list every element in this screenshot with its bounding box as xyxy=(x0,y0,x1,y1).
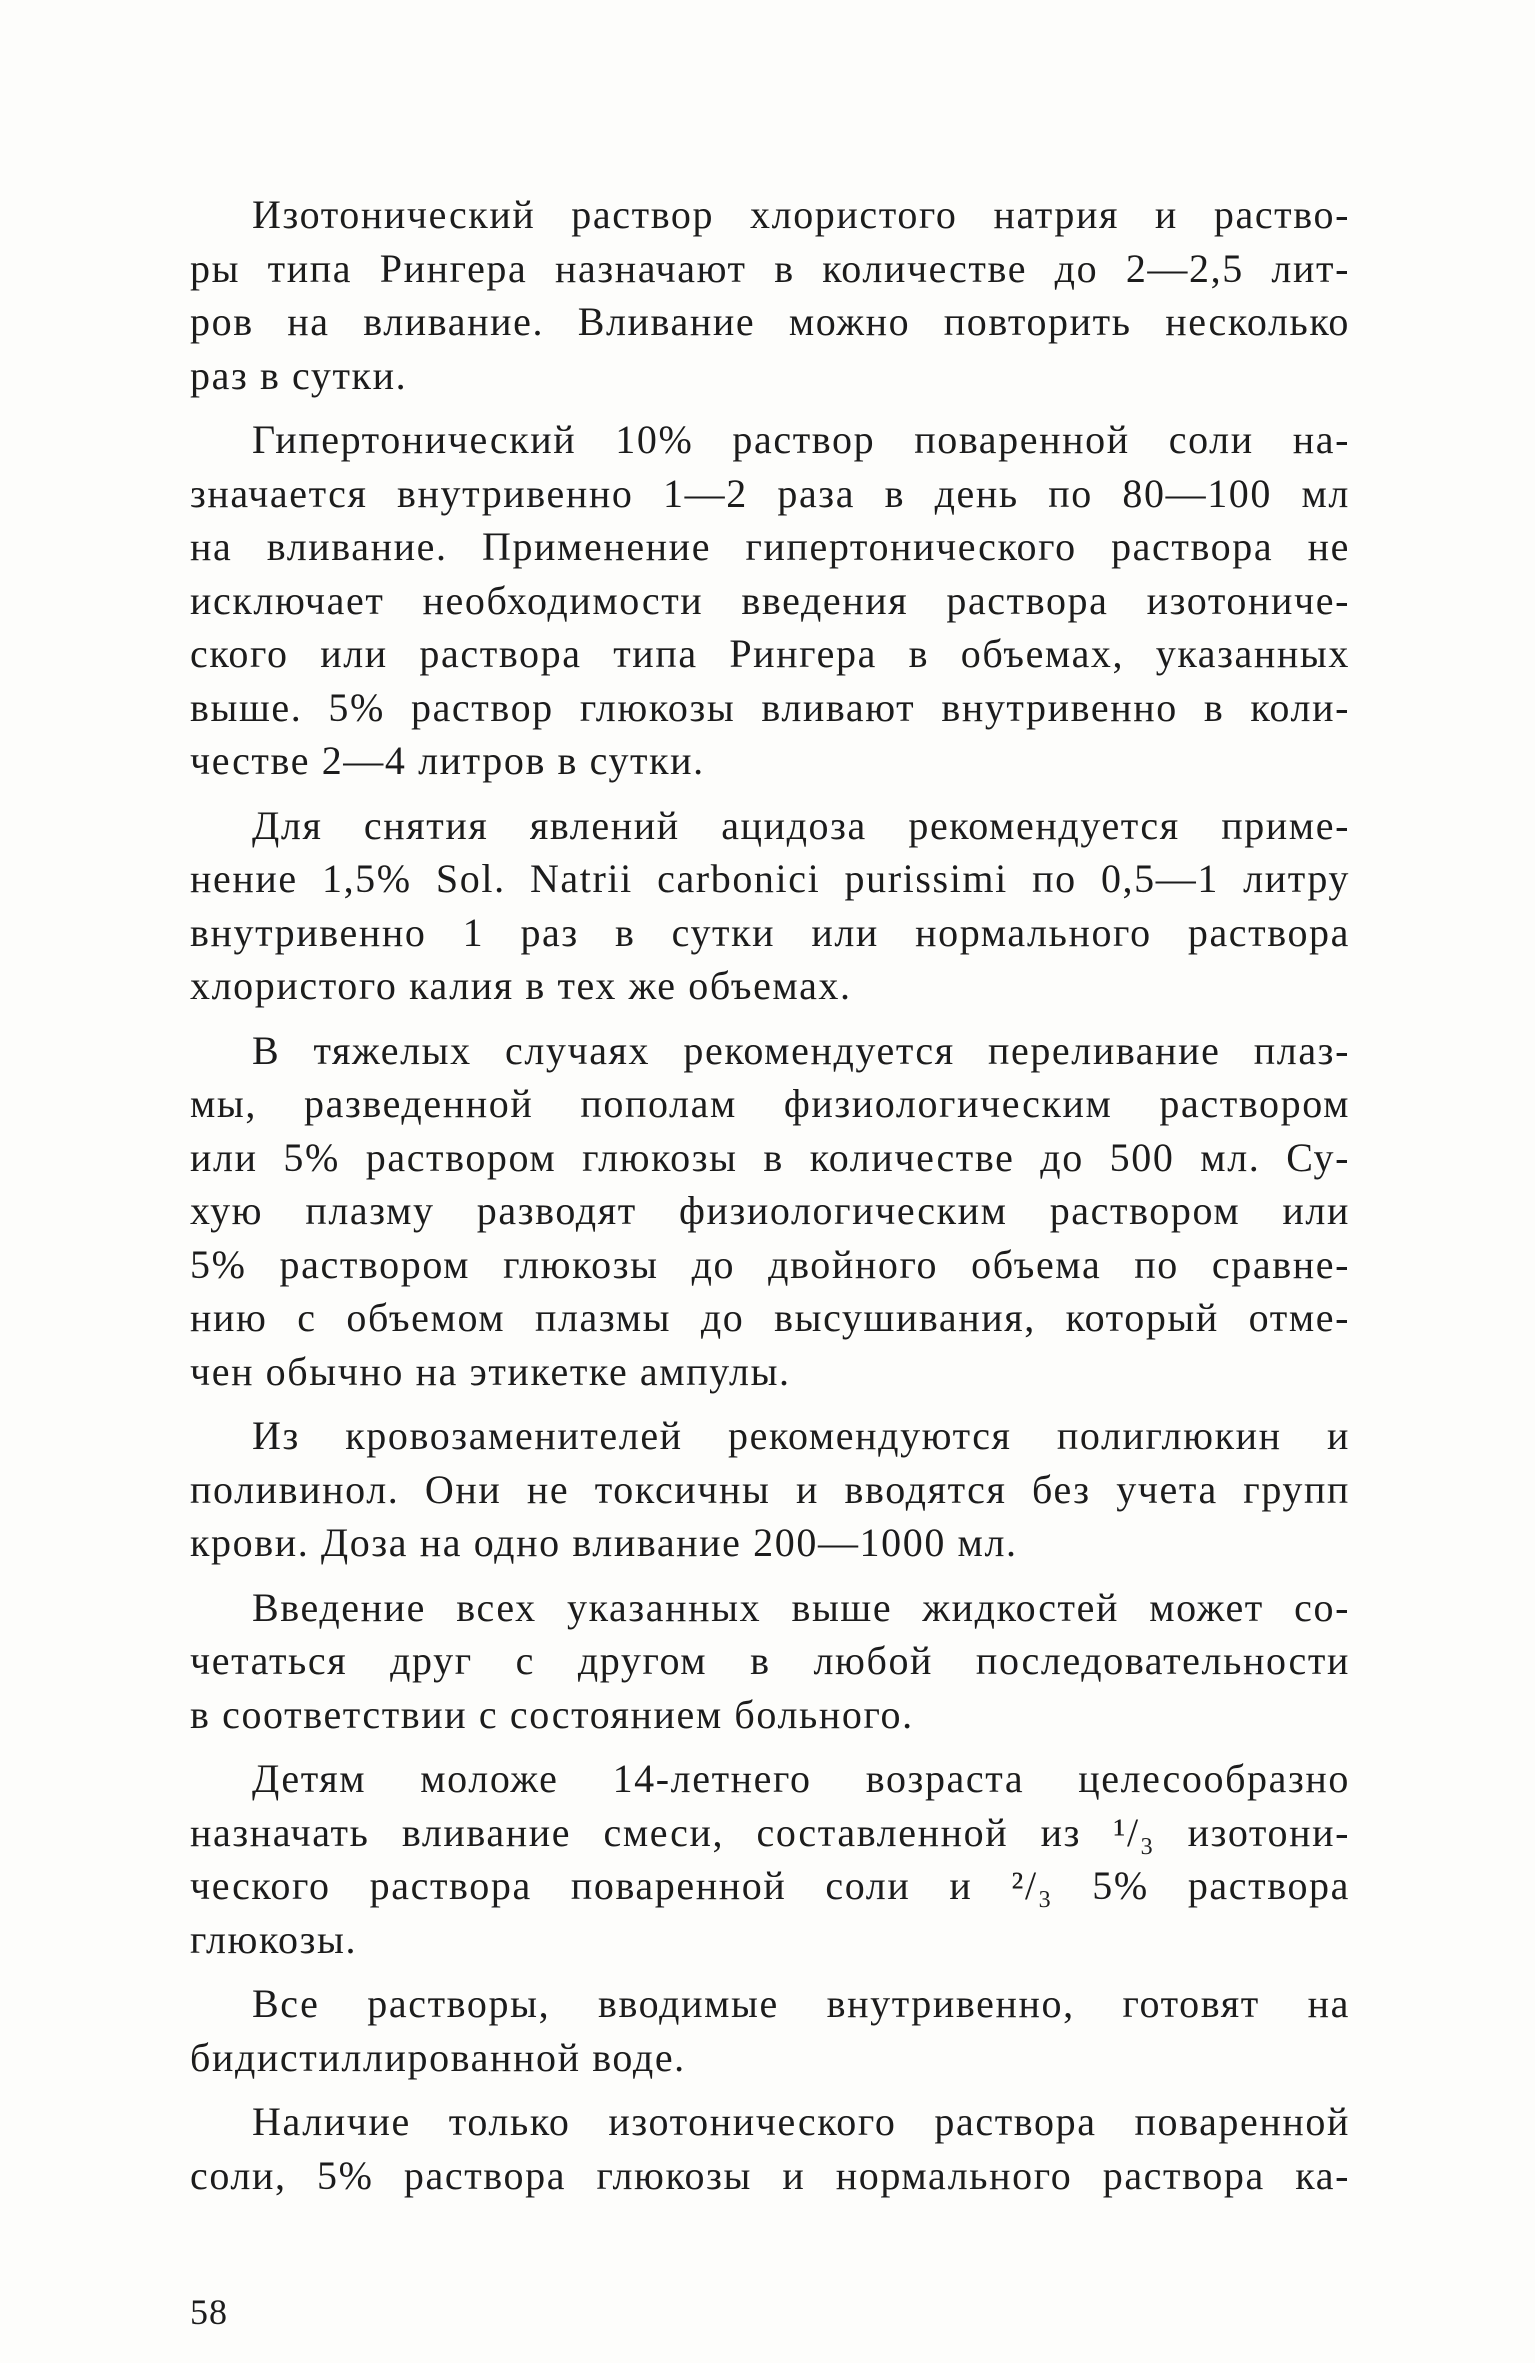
text-line: крови. Доза на одно вливание 200—1000 мл. xyxy=(190,1520,1018,1565)
text-line: на вливание. Применение гипертонического раствора не xyxy=(190,524,1350,569)
text-line: В тяжелых случаях рекомендуется переливание плаз- xyxy=(252,1027,1350,1073)
paragraph-2 xyxy=(190,413,1350,788)
text-line: ры типа Рингера назначают в количестве до 2—2,5 лит- xyxy=(190,245,1350,291)
text-line: глюкозы. xyxy=(190,1916,358,1962)
text-line: честве 2—4 литров в сутки. xyxy=(190,738,705,783)
text-line: чен обычно на этикетке ампулы. xyxy=(190,1348,791,1394)
text-line: Детям моложе 14-летнего возраста целесообразно xyxy=(252,1756,1350,1801)
text-line: Введение всех указанных выше жидкостей может со- xyxy=(252,1584,1350,1630)
text-line: Наличие только изотонического раствора поваренной xyxy=(252,2099,1350,2144)
text-line: хлористого калия в тех же объемах. xyxy=(190,963,852,1008)
text-line: Гипертонический 10% раствор поваренной соли на- xyxy=(252,417,1350,462)
text-line: Из кровозаменителей рекомендуются полиглюкин и xyxy=(252,1413,1350,1458)
page-number: 58 xyxy=(190,2292,228,2332)
paragraph-5 xyxy=(190,1409,1350,1570)
text-line: назначать вливание смеси, составленной из ¹/₃ изотони- xyxy=(190,1809,1350,1855)
paragraph-4 xyxy=(190,1024,1350,1399)
paragraph-6 xyxy=(190,1581,1350,1742)
text-line: выше. 5% раствор глюкозы вливают внутривенно в коли- xyxy=(190,684,1350,730)
text-line: бидистиллированной воде. xyxy=(190,2034,686,2080)
text-line: раз в сутки. xyxy=(190,352,408,398)
paragraph-3 xyxy=(190,799,1350,1013)
text-line: в соответствии с состоянием больного. xyxy=(190,1691,914,1737)
text-line: хую плазму разводят физиологическим раствором или xyxy=(190,1188,1350,1233)
text-line: поливинол. Они не токсичны и вводятся без учета групп xyxy=(190,1466,1350,1512)
text-line: соли, 5% раствора глюкозы и нормального раствора ка- xyxy=(190,2152,1350,2198)
paragraph-1 xyxy=(190,188,1350,402)
text-line: значается внутривенно 1—2 раза в день по 80—100 мл xyxy=(190,470,1350,516)
paragraph-8 xyxy=(190,1977,1350,2084)
text-line: Изотонический раствор хлористого натрия и раство- xyxy=(252,192,1350,237)
text-line: ского или раствора типа Рингера в объемах, указанных xyxy=(190,631,1350,676)
text-line: 5% раствором глюкозы до двойного объема по сравне- xyxy=(190,1241,1350,1287)
paragraph-7 xyxy=(190,1752,1350,1966)
page-body xyxy=(190,188,1350,2328)
text-line: внутривенно 1 раз в сутки или нормального раствора xyxy=(190,909,1350,955)
text-line: мы, разведенной пополам физиологическим раствором xyxy=(190,1081,1350,1126)
paragraph-9 xyxy=(190,2095,1350,2202)
text-line: нение 1,5% Sol. Natrii carbonici purissimi по 0,5—1 литру xyxy=(190,856,1350,901)
text-line: или 5% раствором глюкозы в количестве до 500 мл. Су- xyxy=(190,1134,1350,1180)
text-line: ров на вливание. Вливание можно повторить несколько xyxy=(190,299,1350,344)
text-line: Для снятия явлений ацидоза рекомендуется приме- xyxy=(252,802,1350,848)
text-line: нию с объемом плазмы до высушивания, который отме- xyxy=(190,1295,1350,1340)
text-line: четаться друг с другом в любой последовательности xyxy=(190,1638,1350,1683)
text-line: ческого раствора поваренной соли и ²/₃ 5% раствора xyxy=(190,1863,1350,1908)
text-line: исключает необходимости введения раствора изотониче- xyxy=(190,577,1350,623)
text-line: Все растворы, вводимые внутривенно, готовят на xyxy=(252,1981,1350,2026)
